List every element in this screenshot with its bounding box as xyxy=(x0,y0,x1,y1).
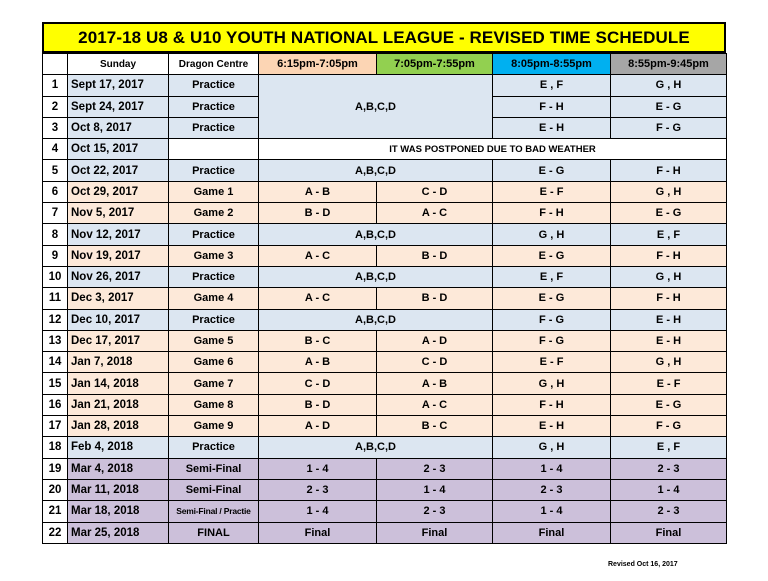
slot-4-cell: G , H xyxy=(611,266,727,287)
slot-4-cell: G , H xyxy=(611,181,727,202)
slot-2-cell: B - C xyxy=(377,416,493,437)
early-slots-practice: A,B,C,D xyxy=(259,160,493,181)
row-number: 11 xyxy=(43,288,68,309)
slot-4-cell: 2 - 3 xyxy=(611,458,727,479)
slot-1-cell: A - C xyxy=(259,245,377,266)
slot-1-cell: A - B xyxy=(259,181,377,202)
slot-4-cell: 2 - 3 xyxy=(611,501,727,522)
postponed-note: IT WAS POSTPONED DUE TO BAD WEATHER xyxy=(259,139,727,160)
schedule-row xyxy=(43,288,727,309)
early-slots-practice: A,B,C,D xyxy=(259,437,493,458)
schedule-table xyxy=(42,53,727,544)
slot-3-cell: F - H xyxy=(493,203,611,224)
slot-1-cell: A - B xyxy=(259,352,377,373)
slot-4-cell: E - F xyxy=(611,373,727,394)
schedule-body xyxy=(43,54,727,544)
slot-4-cell: F - H xyxy=(611,245,727,266)
row-type: Practice xyxy=(169,266,259,287)
schedule-row xyxy=(43,437,727,458)
row-date: Sept 24, 2017 xyxy=(68,96,169,117)
slot-2-cell: C - D xyxy=(377,181,493,202)
slot-4-cell: E - G xyxy=(611,394,727,415)
early-slots-practice: A,B,C,D xyxy=(259,266,493,287)
row-date: Feb 4, 2018 xyxy=(68,437,169,458)
slot-4-cell: Final xyxy=(611,522,727,543)
row-number: 14 xyxy=(43,352,68,373)
schedule-row xyxy=(43,139,727,160)
slot-2-cell: A - B xyxy=(377,373,493,394)
row-date: Nov 26, 2017 xyxy=(68,266,169,287)
row-type: Semi-Final xyxy=(169,479,259,500)
slot-3-cell: E - H xyxy=(493,416,611,437)
row-number: 18 xyxy=(43,437,68,458)
slot-4-cell: E - H xyxy=(611,330,727,351)
slot-3-cell: G , H xyxy=(493,437,611,458)
row-date: Dec 3, 2017 xyxy=(68,288,169,309)
slot-2-cell: A - C xyxy=(377,203,493,224)
row-date: Nov 5, 2017 xyxy=(68,203,169,224)
slot-3-cell: F - H xyxy=(493,96,611,117)
row-number: 5 xyxy=(43,160,68,181)
slot-1-cell: B - C xyxy=(259,330,377,351)
schedule-row xyxy=(43,458,727,479)
slot-3-cell: E - F xyxy=(493,181,611,202)
row-date: Dec 10, 2017 xyxy=(68,309,169,330)
slot-3-cell: E , F xyxy=(493,266,611,287)
row-type: Practice xyxy=(169,75,259,96)
slot-3-cell: E - G xyxy=(493,245,611,266)
header-number xyxy=(43,54,68,75)
row-type: Game 8 xyxy=(169,394,259,415)
slot-1-cell: 1 - 4 xyxy=(259,501,377,522)
row-date: Nov 12, 2017 xyxy=(68,224,169,245)
slot-2-cell: C - D xyxy=(377,352,493,373)
slot-2-cell: 2 - 3 xyxy=(377,501,493,522)
row-number: 21 xyxy=(43,501,68,522)
schedule-row xyxy=(43,75,727,96)
slot-3-cell: E - G xyxy=(493,160,611,181)
row-type: Practice xyxy=(169,117,259,138)
header-dragon-centre: Dragon Centre xyxy=(169,54,259,75)
row-type: FINAL xyxy=(169,522,259,543)
slot-3-cell: 1 - 4 xyxy=(493,501,611,522)
header-slot-4: 8:55pm-9:45pm xyxy=(611,54,727,75)
slot-3-cell: F - G xyxy=(493,330,611,351)
row-number: 20 xyxy=(43,479,68,500)
slot-4-cell: F - H xyxy=(611,288,727,309)
schedule-row xyxy=(43,203,727,224)
slot-3-cell: Final xyxy=(493,522,611,543)
header-row xyxy=(43,54,727,75)
row-date: Jan 7, 2018 xyxy=(68,352,169,373)
row-date: Dec 17, 2017 xyxy=(68,330,169,351)
early-slots-practice: A,B,C,D xyxy=(259,309,493,330)
slot-4-cell: E - G xyxy=(611,203,727,224)
row-date: Mar 11, 2018 xyxy=(68,479,169,500)
row-type: Practice xyxy=(169,437,259,458)
schedule-sheet xyxy=(42,22,726,544)
row-number: 10 xyxy=(43,266,68,287)
row-number: 12 xyxy=(43,309,68,330)
row-date: Jan 28, 2018 xyxy=(68,416,169,437)
row-type: Game 7 xyxy=(169,373,259,394)
schedule-row xyxy=(43,416,727,437)
slot-3-cell: G , H xyxy=(493,224,611,245)
slot-2-cell: Final xyxy=(377,522,493,543)
row-date: Oct 15, 2017 xyxy=(68,139,169,160)
slot-3-cell: F - G xyxy=(493,309,611,330)
row-number: 16 xyxy=(43,394,68,415)
row-type: Game 1 xyxy=(169,181,259,202)
slot-4-cell: E - H xyxy=(611,309,727,330)
slot-1-cell: B - D xyxy=(259,203,377,224)
row-date: Jan 21, 2018 xyxy=(68,394,169,415)
row-type: Game 5 xyxy=(169,330,259,351)
slot-3-cell: 1 - 4 xyxy=(493,458,611,479)
row-date: Mar 18, 2018 xyxy=(68,501,169,522)
schedule-row xyxy=(43,181,727,202)
slot-3-cell: 2 - 3 xyxy=(493,479,611,500)
slot-4-cell: F - H xyxy=(611,160,727,181)
row-date: Mar 4, 2018 xyxy=(68,458,169,479)
schedule-row xyxy=(43,352,727,373)
slot-3-cell: F - H xyxy=(493,394,611,415)
schedule-row xyxy=(43,522,727,543)
schedule-title: 2017-18 U8 & U10 YOUTH NATIONAL LEAGUE - REVISED TIME SCHEDULE xyxy=(42,22,726,53)
row-date: Oct 8, 2017 xyxy=(68,117,169,138)
slot-4-cell: E - G xyxy=(611,96,727,117)
row-date: Jan 14, 2018 xyxy=(68,373,169,394)
slot-2-cell: 1 - 4 xyxy=(377,479,493,500)
schedule-row xyxy=(43,245,727,266)
schedule-row xyxy=(43,266,727,287)
slot-3-cell: E - F xyxy=(493,352,611,373)
slot-4-cell: E , F xyxy=(611,224,727,245)
row-type: Practice xyxy=(169,309,259,330)
slot-1-cell: Final xyxy=(259,522,377,543)
slot-1-cell: A - C xyxy=(259,288,377,309)
header-sunday: Sunday xyxy=(68,54,169,75)
row-number: 3 xyxy=(43,117,68,138)
row-number: 22 xyxy=(43,522,68,543)
slot-4-cell: G , H xyxy=(611,75,727,96)
header-slot-1: 6:15pm-7:05pm xyxy=(259,54,377,75)
slot-4-cell: F - G xyxy=(611,117,727,138)
row-type: Game 3 xyxy=(169,245,259,266)
header-slot-3: 8:05pm-8:55pm xyxy=(493,54,611,75)
row-number: 19 xyxy=(43,458,68,479)
early-slots-practice: A,B,C,D xyxy=(259,224,493,245)
slot-1-cell: C - D xyxy=(259,373,377,394)
slot-4-cell: E , F xyxy=(611,437,727,458)
row-number: 8 xyxy=(43,224,68,245)
row-type: Practice xyxy=(169,96,259,117)
slot-2-cell: B - D xyxy=(377,288,493,309)
row-type: Semi-Final / Practie xyxy=(169,501,259,522)
slot-4-cell: F - G xyxy=(611,416,727,437)
slot-4-cell: G , H xyxy=(611,352,727,373)
row-date: Mar 25, 2018 xyxy=(68,522,169,543)
schedule-row xyxy=(43,309,727,330)
schedule-row xyxy=(43,160,727,181)
row-number: 1 xyxy=(43,75,68,96)
row-type: Practice xyxy=(169,160,259,181)
slot-2-cell: B - D xyxy=(377,245,493,266)
row-date: Sept 17, 2017 xyxy=(68,75,169,96)
row-number: 2 xyxy=(43,96,68,117)
slot-1-cell: 2 - 3 xyxy=(259,479,377,500)
row-number: 17 xyxy=(43,416,68,437)
slot-2-cell: A - D xyxy=(377,330,493,351)
row-number: 15 xyxy=(43,373,68,394)
early-slots-practice: A,B,C,D xyxy=(259,75,493,139)
row-type: Game 9 xyxy=(169,416,259,437)
row-type: Game 2 xyxy=(169,203,259,224)
slot-3-cell: E - G xyxy=(493,288,611,309)
slot-1-cell: A - D xyxy=(259,416,377,437)
row-number: 7 xyxy=(43,203,68,224)
schedule-row xyxy=(43,394,727,415)
revised-note: Revised Oct 16, 2017 xyxy=(608,561,678,568)
header-slot-2: 7:05pm-7:55pm xyxy=(377,54,493,75)
row-date: Oct 22, 2017 xyxy=(68,160,169,181)
row-type xyxy=(169,139,259,160)
slot-4-cell: 1 - 4 xyxy=(611,479,727,500)
slot-1-cell: 1 - 4 xyxy=(259,458,377,479)
slot-3-cell: E - H xyxy=(493,117,611,138)
slot-3-cell: G , H xyxy=(493,373,611,394)
row-date: Nov 19, 2017 xyxy=(68,245,169,266)
schedule-row xyxy=(43,501,727,522)
slot-2-cell: 2 - 3 xyxy=(377,458,493,479)
row-number: 9 xyxy=(43,245,68,266)
row-type: Semi-Final xyxy=(169,458,259,479)
row-number: 4 xyxy=(43,139,68,160)
row-type: Game 6 xyxy=(169,352,259,373)
schedule-row xyxy=(43,330,727,351)
slot-2-cell: A - C xyxy=(377,394,493,415)
row-number: 6 xyxy=(43,181,68,202)
slot-1-cell: B - D xyxy=(259,394,377,415)
schedule-row xyxy=(43,479,727,500)
row-number: 13 xyxy=(43,330,68,351)
slot-3-cell: E , F xyxy=(493,75,611,96)
schedule-row xyxy=(43,373,727,394)
row-type: Game 4 xyxy=(169,288,259,309)
row-type: Practice xyxy=(169,224,259,245)
row-date: Oct 29, 2017 xyxy=(68,181,169,202)
schedule-row xyxy=(43,224,727,245)
